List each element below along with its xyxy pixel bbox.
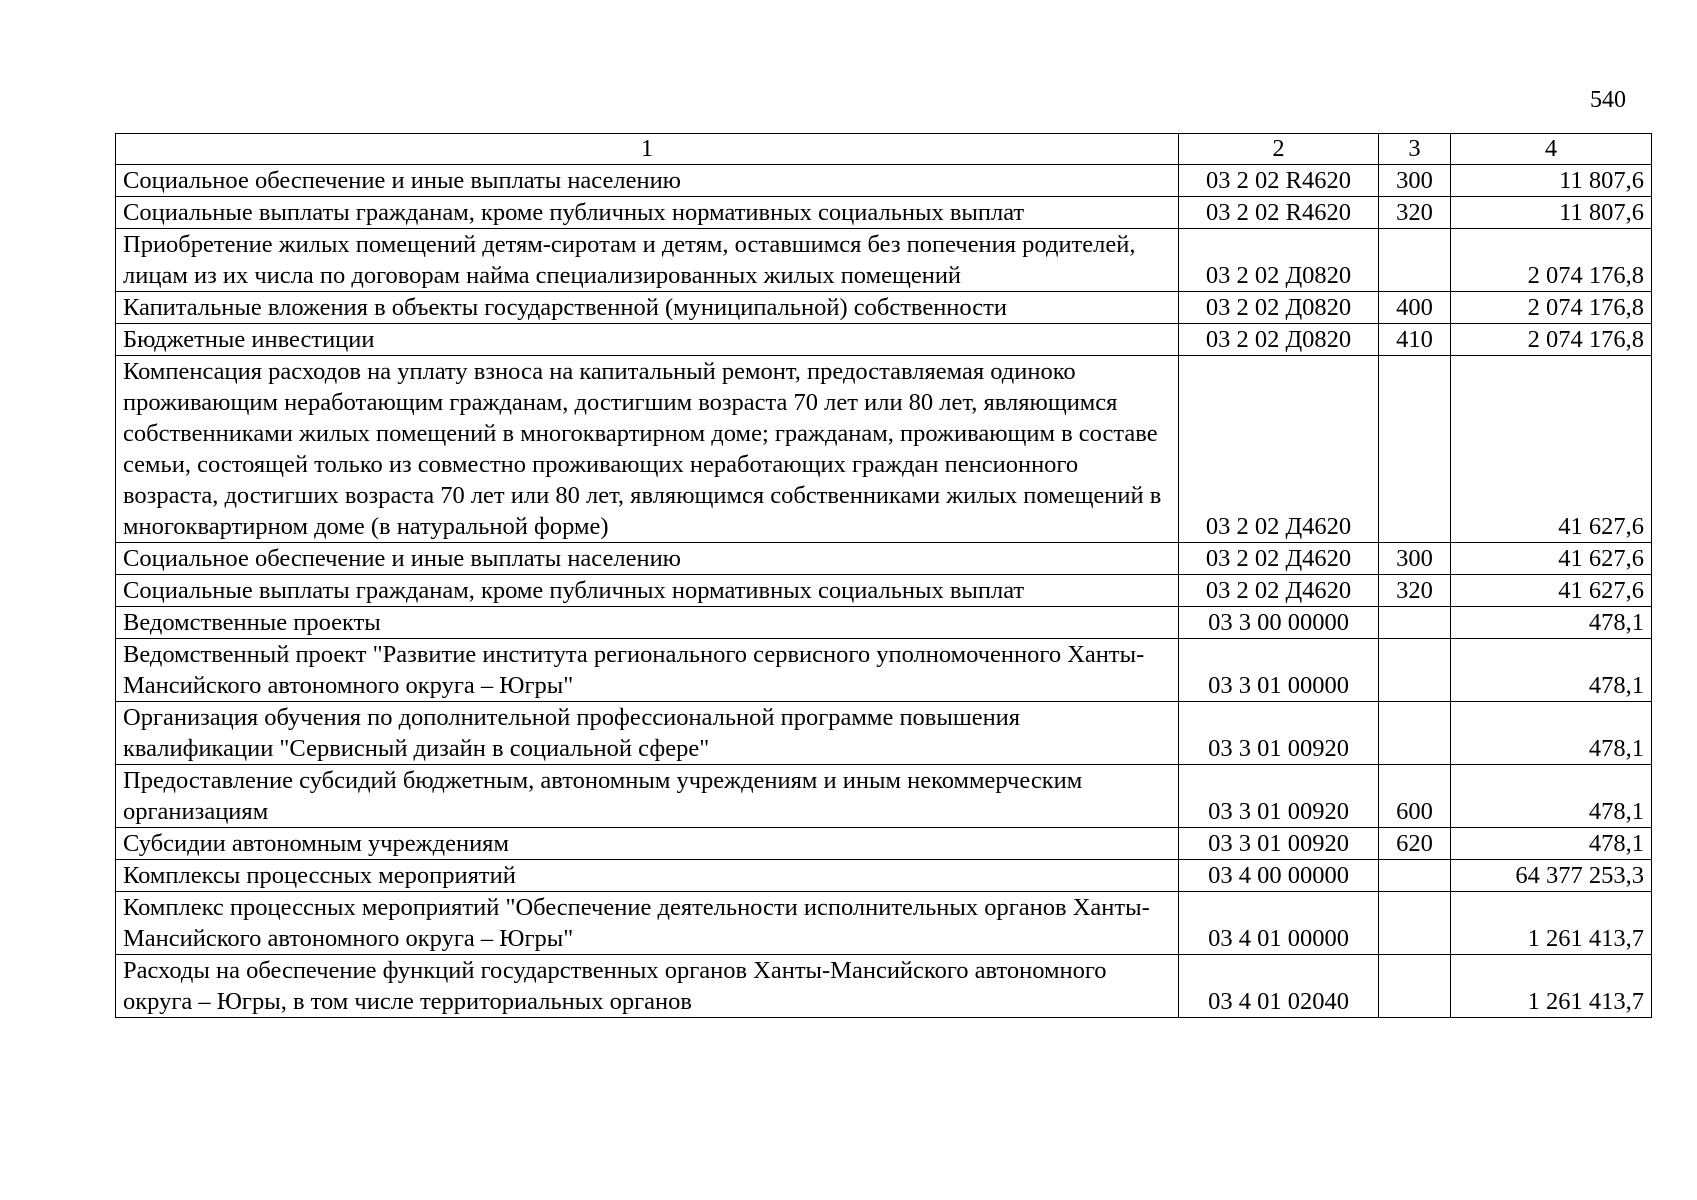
table-row <box>116 955 1652 1018</box>
row-name-cell: Социальные выплаты гражданам, кроме публичных нормативных социальных выплат <box>116 575 1179 607</box>
table-row <box>116 165 1652 197</box>
row-name-cell: Бюджетные инвестиции <box>116 324 1179 356</box>
column-header-type: 3 <box>1379 134 1451 165</box>
row-amount-cell: 2 074 176,8 <box>1451 324 1652 356</box>
table-row <box>116 292 1652 324</box>
table-body <box>116 165 1652 1018</box>
row-code-cell: 03 4 01 00000 <box>1179 892 1379 955</box>
row-name-cell: Предоставление субсидий бюджетным, автономным учреждениям и иным некоммерческим организациям <box>116 765 1179 828</box>
row-name-cell: Комплексы процессных мероприятий <box>116 860 1179 892</box>
column-header-name: 1 <box>116 134 1179 165</box>
row-code-cell: 03 3 00 00000 <box>1179 607 1379 639</box>
row-name-cell: Расходы на обеспечение функций государственных органов Ханты-Мансийского автономного округа – Югры, в том числе территориальных органов <box>116 955 1179 1018</box>
row-amount-cell: 2 074 176,8 <box>1451 229 1652 292</box>
row-type-cell: 600 <box>1379 765 1451 828</box>
row-type-cell <box>1379 607 1451 639</box>
page-number: 540 <box>1590 87 1626 113</box>
row-code-cell: 03 4 01 02040 <box>1179 955 1379 1018</box>
row-type-cell: 320 <box>1379 197 1451 229</box>
table-row <box>116 828 1652 860</box>
row-type-cell <box>1379 639 1451 702</box>
row-type-cell <box>1379 229 1451 292</box>
row-type-cell <box>1379 356 1451 543</box>
row-code-cell: 03 2 02 Д4620 <box>1179 575 1379 607</box>
row-name-cell: Социальное обеспечение и иные выплаты населению <box>116 165 1179 197</box>
row-amount-cell: 11 807,6 <box>1451 165 1652 197</box>
row-type-cell <box>1379 702 1451 765</box>
row-amount-cell: 478,1 <box>1451 639 1652 702</box>
table-row <box>116 639 1652 702</box>
row-code-cell: 03 2 02 Д4620 <box>1179 543 1379 575</box>
table-row <box>116 892 1652 955</box>
row-type-cell <box>1379 892 1451 955</box>
row-name-cell: Организация обучения по дополнительной профессиональной программе повышения квалификации "Сервисный дизайн в социальной сфере" <box>116 702 1179 765</box>
column-header-code: 2 <box>1179 134 1379 165</box>
table-row <box>116 860 1652 892</box>
row-code-cell: 03 2 02 Д4620 <box>1179 356 1379 543</box>
row-name-cell: Капитальные вложения в объекты государственной (муниципальной) собственности <box>116 292 1179 324</box>
row-type-cell <box>1379 955 1451 1018</box>
row-amount-cell: 2 074 176,8 <box>1451 292 1652 324</box>
table-row <box>116 543 1652 575</box>
row-amount-cell: 478,1 <box>1451 607 1652 639</box>
row-code-cell: 03 2 02 Д0820 <box>1179 292 1379 324</box>
row-amount-cell: 41 627,6 <box>1451 543 1652 575</box>
row-name-cell: Компенсация расходов на уплату взноса на капитальный ремонт, предоставляемая одиноко проживающим неработающим гражданам, достигшим возраста 70 лет или 80 лет, являющимся собственниками жилых помещений в многоквартирном доме; гражданам, проживающим в составе семьи, состоящей только из совместно проживающих неработающих граждан пенсионного возраста, достигших возраста 70 лет или 80 лет, являющимся собственниками жилых помещений в многоквартирном доме (в натуральной форме) <box>116 356 1179 543</box>
row-amount-cell: 478,1 <box>1451 828 1652 860</box>
table-row <box>116 607 1652 639</box>
row-type-cell: 300 <box>1379 543 1451 575</box>
table-row <box>116 356 1652 543</box>
row-code-cell: 03 3 01 00920 <box>1179 765 1379 828</box>
row-amount-cell: 1 261 413,7 <box>1451 955 1652 1018</box>
row-name-cell: Приобретение жилых помещений детям-сиротам и детям, оставшимся без попечения родителей, лицам из их числа по договорам найма специализированных жилых помещений <box>116 229 1179 292</box>
table-row <box>116 229 1652 292</box>
row-type-cell: 400 <box>1379 292 1451 324</box>
row-name-cell: Ведомственный проект "Развитие института регионального сервисного уполномоченного Ханты-Мансийского автономного округа – Югры" <box>116 639 1179 702</box>
row-amount-cell: 478,1 <box>1451 702 1652 765</box>
header-row <box>116 134 1652 165</box>
row-amount-cell: 41 627,6 <box>1451 356 1652 543</box>
row-type-cell: 620 <box>1379 828 1451 860</box>
row-name-cell: Социальные выплаты гражданам, кроме публичных нормативных социальных выплат <box>116 197 1179 229</box>
row-code-cell: 03 3 01 00920 <box>1179 702 1379 765</box>
row-amount-cell: 64 377 253,3 <box>1451 860 1652 892</box>
row-name-cell: Субсидии автономным учреждениям <box>116 828 1179 860</box>
row-code-cell: 03 2 02 Д0820 <box>1179 229 1379 292</box>
row-name-cell: Ведомственные проекты <box>116 607 1179 639</box>
row-amount-cell: 478,1 <box>1451 765 1652 828</box>
row-amount-cell: 1 261 413,7 <box>1451 892 1652 955</box>
row-type-cell: 300 <box>1379 165 1451 197</box>
row-code-cell: 03 2 02 R4620 <box>1179 165 1379 197</box>
row-type-cell: 410 <box>1379 324 1451 356</box>
row-code-cell: 03 4 00 00000 <box>1179 860 1379 892</box>
row-amount-cell: 41 627,6 <box>1451 575 1652 607</box>
row-type-cell: 320 <box>1379 575 1451 607</box>
row-name-cell: Социальное обеспечение и иные выплаты населению <box>116 543 1179 575</box>
table-row <box>116 324 1652 356</box>
table-row <box>116 765 1652 828</box>
row-type-cell <box>1379 860 1451 892</box>
budget-table <box>115 133 1652 1018</box>
row-amount-cell: 11 807,6 <box>1451 197 1652 229</box>
row-code-cell: 03 2 02 R4620 <box>1179 197 1379 229</box>
row-name-cell: Комплекс процессных мероприятий "Обеспечение деятельности исполнительных органов Ханты-Мансийского автономного округа – Югры" <box>116 892 1179 955</box>
column-header-amount: 4 <box>1451 134 1652 165</box>
table-row <box>116 702 1652 765</box>
table-row <box>116 575 1652 607</box>
row-code-cell: 03 2 02 Д0820 <box>1179 324 1379 356</box>
row-code-cell: 03 3 01 00920 <box>1179 828 1379 860</box>
row-code-cell: 03 3 01 00000 <box>1179 639 1379 702</box>
table-row <box>116 197 1652 229</box>
